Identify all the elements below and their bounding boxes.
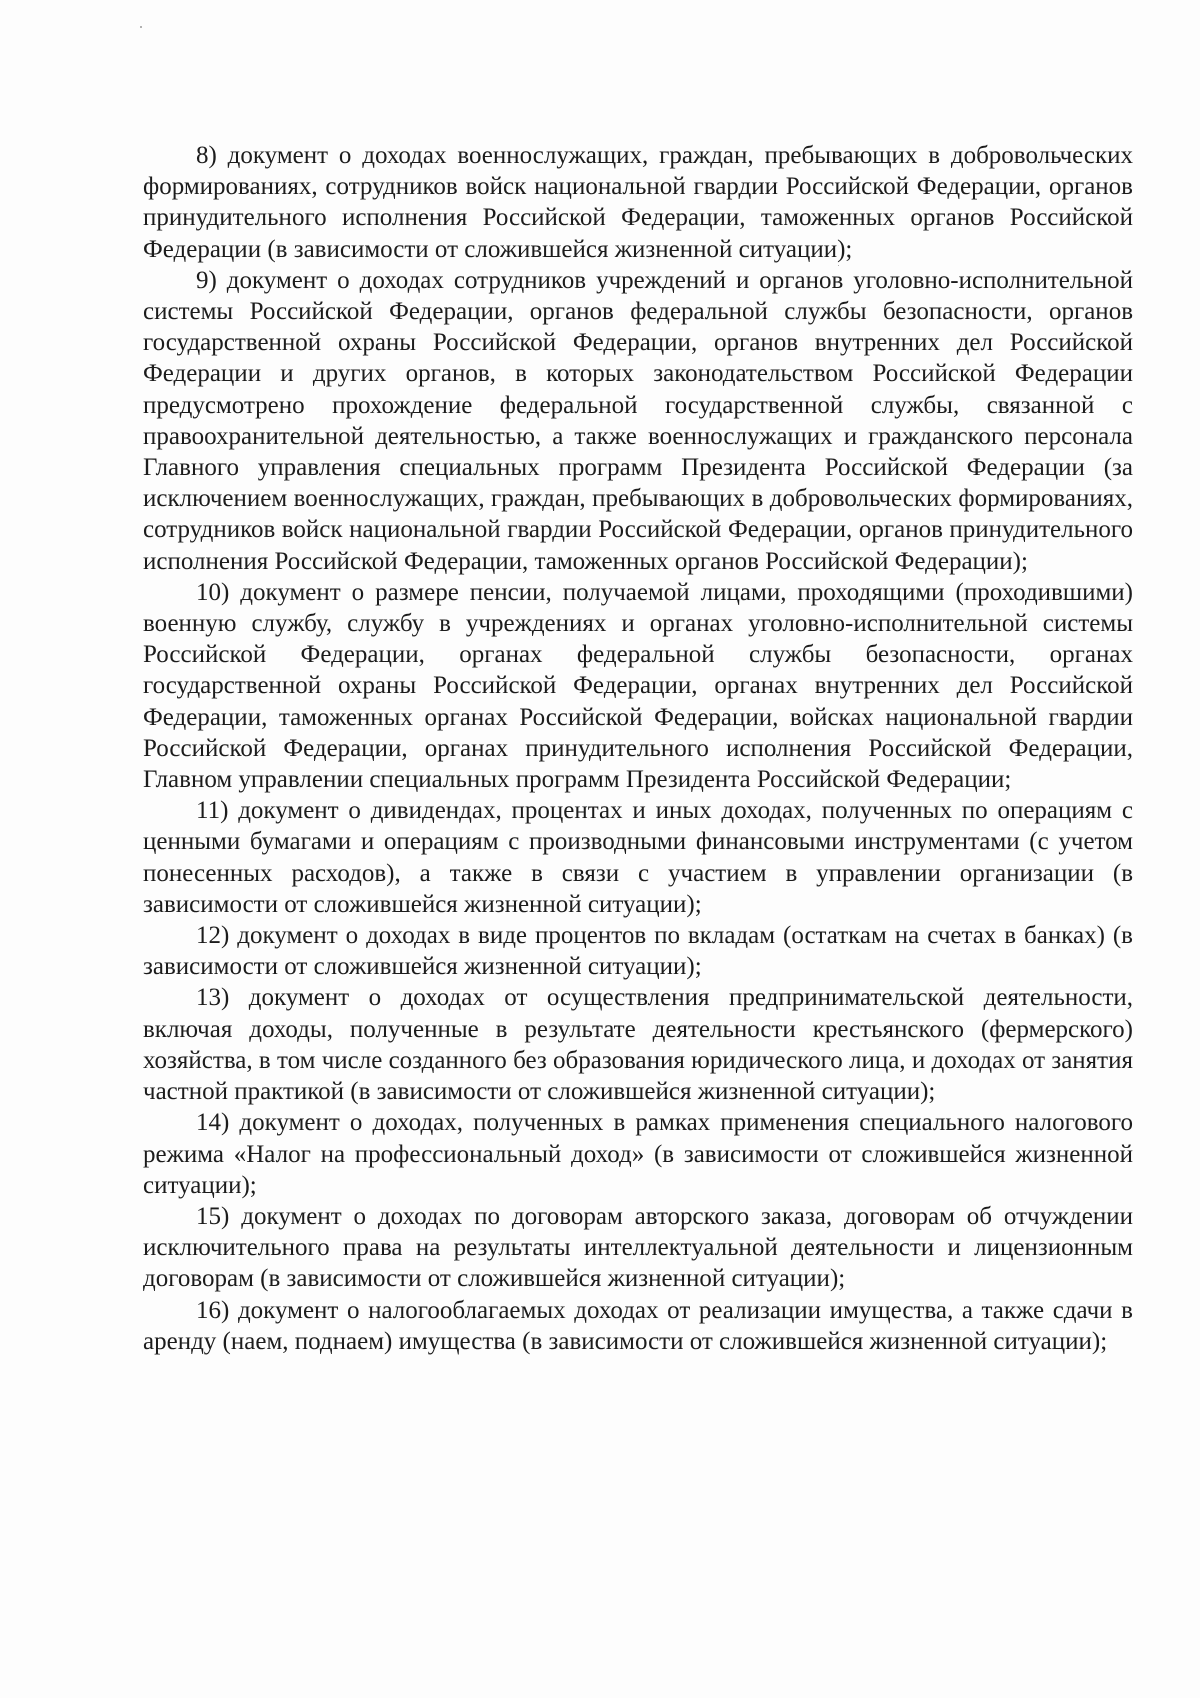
list-item-10: 10) документ о размере пенсии, получаемой лицами, проходящими (проходившими) военную службу, службу в учреждениях и органах уголовно-исполнительной системы Российской Федерации, органах федеральной службы безопасности, органах государственной охраны Российской Федерации, органах внутренних дел Российской Федерации, таможенных органах Российской Федерации, войсках национальной гвардии Российской Федерации, органах принудительного исполнения Российской Федерации, Главном управлении специальных программ Президента Российской Федерации; [143,578,1133,794]
document-body [143,140,1133,1357]
scan-speck [140,26,142,28]
list-item-14: 14) документ о доходах, полученных в рамках применения специального налогового режима «Налог на профессиональный доход» (в зависимости от сложившейся жизненной ситуации); [143,1109,1133,1199]
list-item-8: 8) документ о доходах военнослужащих, граждан, пребывающих в добровольческих формированиях, сотрудников войск национальной гвардии Российской Федерации, органов принудительного исполнения Российской Федерации, таможенных органов Российской Федерации (в зависимости от сложившейся жизненной ситуации); [143,142,1133,263]
list-item-12: 12) документ о доходах в виде процентов по вкладам (остаткам на счетах в банках) (в зависимости от сложившейся жизненной ситуации); [143,922,1133,981]
list-item-13: 13) документ о доходах от осуществления предпринимательской деятельности, включая доходы, полученные в результате деятельности крестьянского (фермерского) хозяйства, в том числе созданного без образования юридического лица, и доходах от занятия частной практикой (в зависимости от сложившейся жизненной ситуации); [143,984,1133,1106]
list-item-16: 16) документ о налогооблагаемых доходах от реализации имущества, а также сдачи в аренду (наем, поднаем) имущества (в зависимости от сложившейся жизненной ситуации); [143,1296,1133,1355]
list-item-15: 15) документ о доходах по договорам авторского заказа, договорам об отчуждении исключительного права на результаты интеллектуальной деятельности и лицензионным договорам (в зависимости от сложившейся жизненной ситуации); [143,1202,1133,1293]
list-item-9: 9) документ о доходах сотрудников учреждений и органов уголовно-исполнительной системы Российской Федерации, органов федеральной службы безопасности, органов государственной охраны Российской Федерации, органов внутренних дел Российской Федерации и других органов, в которых законодательством Российской Федерации предусмотрено прохождение федеральной государственной службы, связанной с правоохранительной деятельностью, а также военнослужащих и гражданского персонала Главного управления специальных программ Президента Российской Федерации (за исключением военнослужащих, граждан, пребывающих в добровольческих формированиях, сотрудников войск национальной гвардии Российской Федерации, органов принудительного исполнения Российской Федерации, таможенных органов Российской Федерации); [143,266,1133,575]
list-item-11: 11) документ о дивидендах, процентах и иных доходах, полученных по операциям с ценными бумагами и операциям с производными финансовыми инструментами (с учетом понесенных расходов), а также в связи с участием в управлении организации (в зависимости от сложившейся жизненной ситуации); [143,797,1133,918]
